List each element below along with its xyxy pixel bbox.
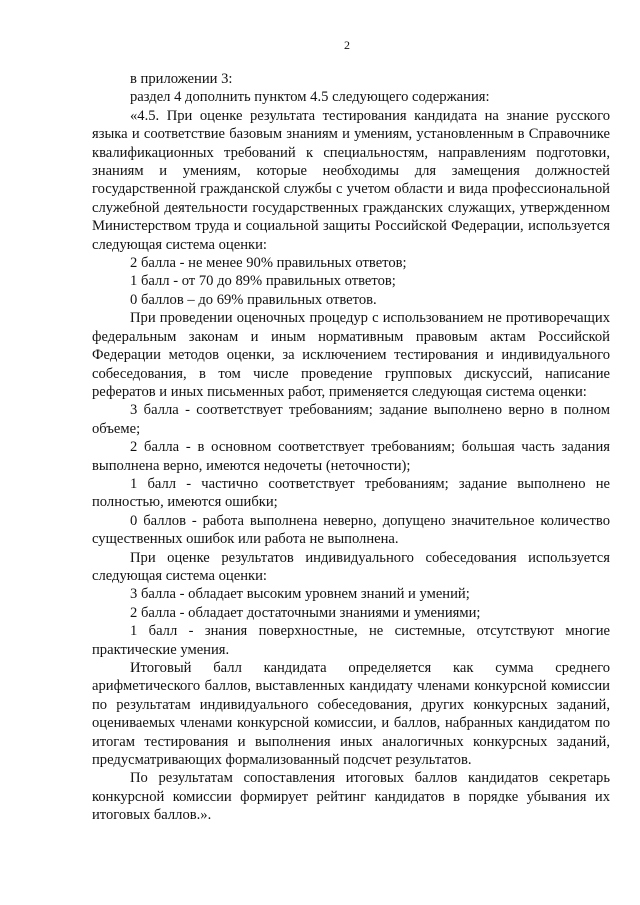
score-item-3-points-tasks: 3 балла - соответствует требованиям; задание выполнено верно в полном объеме; [92, 402, 610, 437]
score-item-2-points-test: 2 балла - не менее 90% правильных ответов; [130, 255, 407, 272]
page-number: 2 [344, 38, 350, 52]
score-item-2-points-interview: 2 балла - обладает достаточными знаниями и умениями; [130, 604, 481, 621]
paragraph-interview-evaluation: При оценке результатов индивидуального собеседования используется следующая система оценки: [92, 549, 610, 584]
score-item-0-points-tasks: 0 баллов - работа выполнена неверно, допущено значительное количество существенных ошибок или работа не выполнена. [92, 512, 610, 548]
score-item-1-point-test: 1 балл - от 70 до 89% правильных ответов; [130, 273, 396, 290]
paragraph-section-amendment: раздел 4 дополнить пунктом 4.5 следующего содержания: [130, 89, 490, 106]
score-item-1-point-tasks: 1 балл - частично соответствует требованиям; задание выполнено не полностью, имеются ошибки; [92, 475, 610, 511]
score-item-2-points-tasks: 2 балла - в основном соответствует требованиям; большая часть задания выполнена верно, имеются недочеты (неточности); [92, 439, 610, 474]
score-item-3-points-interview: 3 балла - обладает высоким уровнем знаний и умений; [130, 586, 470, 603]
paragraph-final-score: Итоговый балл кандидата определяется как сумма среднего арифметического баллов, выставленных кандидату членами конкурсной комиссии по результатам индивидуального собеседования, других конкурсных заданий, оцениваемых членами конкурсной комиссии, и баллов, набранных кандидатом по итогам тестирования и выполнения иных аналогичных конкурсных заданий, предусматривающих формализованный подсчет результатов. [92, 660, 610, 769]
paragraph-evaluation-procedures: При проведении оценочных процедур с использованием не противоречащих федеральным законам и иным нормативным правовым актам Российской Федерации методов оценки, за исключением тестирования и индивидуального собеседования, в том числе проведение групповых дискуссий, написание рефератов и иных письменных работ, применяется следующая система оценки: [92, 310, 610, 400]
paragraph-appendix-ref: в приложении 3: [130, 71, 233, 87]
score-item-1-point-interview: 1 балл - знания поверхностные, не системные, отсутствуют многие практические умения. [92, 623, 610, 658]
paragraph-clause-4-5: «4.5. При оценке результата тестирования кандидата на знание русского языка и соответствие базовым знаниям и умениям, установленным в Справочнике квалификационных требований к специальностям, направлениям подготовки, знаниям и умениям, которые необходимы для замещения должностей государственной гражданской службы с учетом области и вида профессиональной служебной деятельности государственных гражданских служащих, утвержденном Министерством труда и социальной защиты Российской Федерации, используется следующая система оценки: [92, 107, 610, 253]
paragraph-rating: По результатам сопоставления итоговых баллов кандидатов секретарь конкурсной комиссии формирует рейтинг кандидатов в порядке убывания их итоговых баллов.». [92, 770, 610, 824]
score-item-0-points-test: 0 баллов – до 69% правильных ответов. [130, 291, 377, 308]
